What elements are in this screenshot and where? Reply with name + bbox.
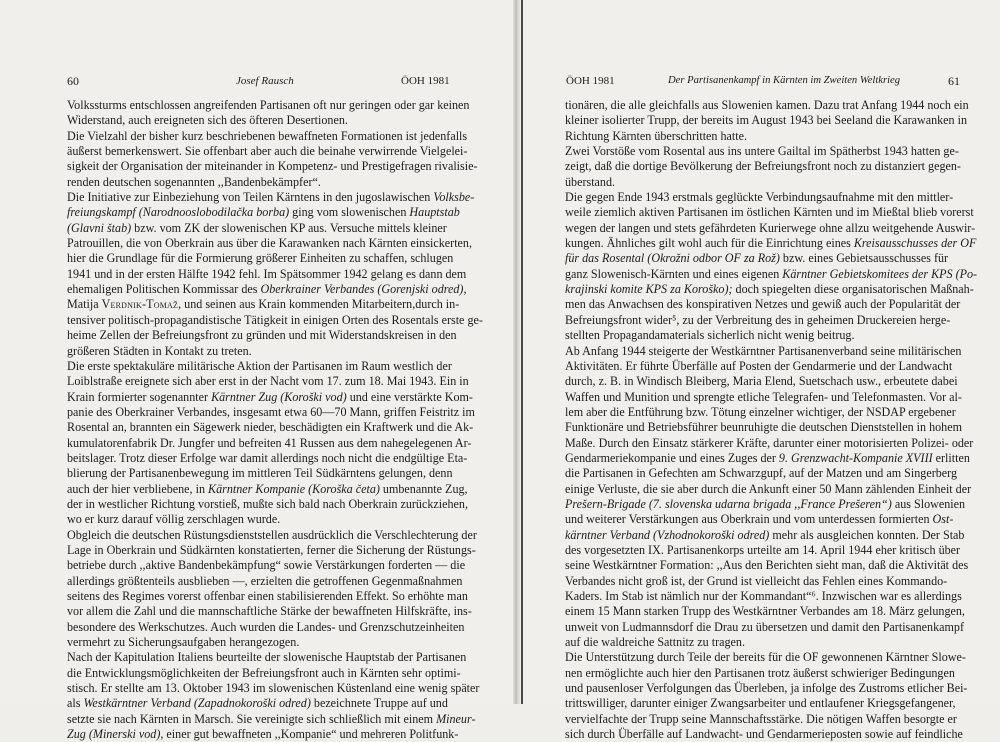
text-line <box>565 482 977 497</box>
text-line <box>565 297 977 312</box>
text-line <box>565 205 977 220</box>
text-line <box>67 113 488 128</box>
text-run: men das Anwachsen des konspirativen Netzes und gewiß auch der Popularität der <box>565 297 961 312</box>
text-line <box>67 98 488 113</box>
text-run: sigkeit der Organisation der miteinander in Kompetenz- und Prestigefragen rivalisie- <box>67 159 478 174</box>
text-line <box>67 727 488 742</box>
text-run: doch spiegelten diese organisatorischen Maßnah- <box>732 282 974 297</box>
text-line <box>67 436 488 451</box>
text-line <box>565 267 977 282</box>
text-line <box>565 359 977 374</box>
text-line <box>67 297 488 312</box>
text-run: vervielfachte der Trupp seine Mannschaftsstärke. Die nötigen Waffen besorgte er <box>565 711 957 726</box>
text-run: 1941 und in der ersten Hälfte 1942 fehl. Im Spätsommer 1942 gelang es dann dem <box>67 266 467 281</box>
right-page <box>520 0 1000 742</box>
text-run: kleiner isolierter Trupp, der bereits im August 1943 bei Seeland die Karawanken in <box>565 113 968 128</box>
text-run: erlitten <box>932 450 970 465</box>
text-run: Rosental an, brannten ein Sägewerk nieder, beschädigten ein Kraftwerk und die Ak- <box>67 420 474 435</box>
text-run: die Entwicklungsmöglichkeiten der Befreiungsfront auch in Kärnten sehr optimi- <box>67 665 461 680</box>
text-run: bzw. eines Gebietsausschusses für <box>779 251 949 266</box>
italic-text: kärntner Verband (Vzhodnokoroški odred) <box>565 527 770 542</box>
text-run: Krain formierter sogenannter <box>67 389 212 404</box>
italic-text: Oberkrainer Verbandes (Gorenjski odred), <box>260 282 467 297</box>
running-journal: ÖOH 1981 <box>401 75 450 87</box>
text-run: seine Westkärntner Formation: ,,Aus den Berichten sieht man, daß die Aktivität des <box>565 558 969 573</box>
text-line <box>565 528 977 543</box>
text-line <box>67 313 488 328</box>
text-line <box>67 604 488 619</box>
text-run: Gendarmeriekompanie und eines Zuges der <box>565 450 779 465</box>
text-run: Richtung Kärnten überschritten hatte. <box>565 128 748 143</box>
italic-text: für das Rosental (Okrožni odbor OF za Rož) <box>565 251 780 266</box>
text-run: heime Zellen der Befreiungsfront zu gründen und mit Widerstandskreisen in den <box>67 328 457 343</box>
text-run: Waffen und Munition und sprengte etliche Telegrafen- und Telefonmasten. Vor al- <box>565 389 962 404</box>
text-run: auf die waldreiche Sattnitz zu tragen. <box>565 635 745 650</box>
italic-text: 9. Grenzwacht-Kompanie XVIII <box>778 450 933 465</box>
text-run: beitslager. Trotz dieser Erfolge war damit allerdings noch nicht die endgültige Eta- <box>67 450 468 465</box>
text-run: Obgleich die deutschen Rüstungsdienststellen ausdrücklich die Verschlechterung der <box>67 527 477 542</box>
text-line <box>67 696 488 711</box>
text-line <box>565 712 977 727</box>
text-run: die Partisanen in Gefechten am Schwarzgupf, auf der Matzen und am Singerberg <box>565 466 958 481</box>
text-run: und eine verstärkte Kom- <box>346 389 473 404</box>
text-line <box>67 666 488 681</box>
text-line <box>565 390 977 405</box>
text-line <box>565 543 977 558</box>
text-run: seitens des Regimes vorerst offenbar einen stabilisierenden Effekt. So erhöhte man <box>67 589 468 603</box>
text-line <box>67 236 488 251</box>
text-line <box>565 589 977 604</box>
text-line <box>565 190 977 205</box>
italic-text: (Glavni štab) <box>67 220 132 235</box>
text-line <box>67 129 488 144</box>
book-gutter <box>513 0 520 704</box>
text-line <box>565 144 977 159</box>
text-run: weile ziemlich aktiven Partisanen im östlichen Kärnten und im Mießtal blieb vorerst <box>565 205 974 220</box>
text-run: auch der hier verbliebene, in <box>67 481 209 496</box>
text-run: vor allem die Zahl und die mannschaftliche Stärke der bewaffneten Hilfskräfte, ins- <box>67 604 472 619</box>
right-page-body <box>565 98 977 742</box>
text-run: Die Vielzahl der bisher kurz beschriebenen bewaffneten Formationen ist jedenfalls <box>67 128 468 143</box>
text-line <box>67 451 488 466</box>
text-line <box>565 221 977 236</box>
text-run: Die gegen Ende 1943 erstmals geglückte Verbindungsaufnahme mit den mittler- <box>565 190 954 205</box>
text-run: besondere des Werkschutzes. Auch wurden die Landes- und Grenzschutzeinheiten <box>67 619 465 634</box>
text-line <box>67 420 488 435</box>
text-run: hier die Grundlage für die Formierung größerer Einheiten zu schaffen, schlugen <box>67 251 454 266</box>
text-run: unweit von Ludmannsdorf die Drau zu übersetzen und damit den Partisanenkampf <box>565 619 964 634</box>
text-run: wegen der langen und stets gefährdeten Kurierwege ohne allzu weitgehende Auswir- <box>565 220 976 235</box>
text-line <box>67 344 488 359</box>
text-run: als <box>67 696 84 711</box>
italic-text: Volksbe- <box>433 190 475 205</box>
italic-text: Prešern-Brigade (7. slovenska udarna brigada ,,France Prešeren“) <box>565 496 892 511</box>
text-run: Widerstand, auch ereigneten sich des öfteren Desertionen. <box>67 113 348 128</box>
text-run: einem 15 Mann starken Trupp des Westkärntner Verbandes am 18. März gelungen, <box>565 604 965 619</box>
text-run: Kaders. Im Stab ist nämlich nur der Kommandant“⁶. Inzwischen war es allerdings <box>565 589 962 603</box>
text-run: Lage in Oberkrain und Südkärnten konstatierten, ferner die Sicherung der Rüstungs- <box>67 542 476 557</box>
text-run: und weiterer Verstärkungen aus Oberkrain und vom unterdessen formierten <box>565 512 933 527</box>
text-run: betriebe durch ,,aktive Bandenbekämpfung“ sowie Verstärkungen forderten — die <box>67 558 466 573</box>
italic-text: Ost- <box>932 512 954 527</box>
text-run: allerdings größtenteils ausblieben —, erzielten die getroffenen Gegenmaßnahmen <box>67 573 463 588</box>
text-run: wo er kurz darauf völlig zerschlagen wurde. <box>67 512 281 527</box>
italic-text: Hauptstab <box>409 205 460 220</box>
text-run: Maße. Durch den Einsatz stärkerer Kräfte, darunter einer motorisierten Polizei- oder <box>565 435 974 450</box>
text-line <box>67 251 488 266</box>
text-line <box>67 497 488 512</box>
text-line <box>67 190 488 205</box>
text-line <box>67 712 488 727</box>
text-line <box>67 159 488 174</box>
text-line <box>67 574 488 589</box>
text-line <box>565 436 977 451</box>
text-run: Volkssturms entschlossen angreifenden Partisanen oft nur geringen oder gar keinen <box>67 98 470 112</box>
text-line <box>67 328 488 343</box>
page-number: 61 <box>948 74 960 88</box>
text-line <box>67 512 488 527</box>
text-line <box>565 313 977 328</box>
text-line <box>67 528 488 543</box>
text-line <box>67 589 488 604</box>
text-line <box>67 635 488 650</box>
text-line <box>565 344 977 359</box>
text-run: setzte sie nach Kärnten in Marsch. Sie vereinigte sich schließlich mit einem <box>67 711 437 726</box>
text-run: bzw. vom ZK der slowenischen KP aus. Versuche mittels kleiner <box>131 220 447 235</box>
text-run: tensiver politisch-propagandistische Tätigkeit in einigen Orten des Rosentals erste ge- <box>67 312 483 327</box>
text-run: und pausenloser Verfolgungen das Überleben, ja infolge des Zustroms etlicher Bei- <box>565 681 968 696</box>
text-line <box>565 405 977 420</box>
text-line <box>67 558 488 573</box>
text-line <box>565 374 977 389</box>
italic-text: Kärntner Kompanie (Koroška četa) <box>208 481 380 496</box>
text-run: äußerst bemerkenswert. Sie offenbart aber auch die beinahe verwirrende Vielgelei- <box>67 144 468 159</box>
text-line <box>67 650 488 665</box>
text-line <box>565 159 977 174</box>
text-run: stellten Propagandamaterials sicherlich nicht wenig beitrug. <box>565 328 855 343</box>
text-line <box>565 282 977 297</box>
text-line <box>565 635 977 650</box>
text-run: der in westlicher Richtung vorstieß, mußte sich bald nach Oberkrain zurückziehen, <box>67 496 468 511</box>
text-line <box>67 359 488 374</box>
text-run: , einer gut bewaffneten ,,Kompanie“ und mehreren Politfunk- <box>160 727 459 742</box>
text-line <box>565 175 977 190</box>
text-run: stisch. Er stellte am 13. Oktober 1943 im slowenischen Küstenland eine wenig später <box>67 681 480 696</box>
text-line <box>565 558 977 573</box>
text-line <box>67 681 488 696</box>
text-line <box>67 175 488 190</box>
text-run: , und seinen aus Krain kommenden Mitarbeitern,durch in- <box>178 297 460 312</box>
text-run: nen ermöglichte auch hier den Partisanen trotz äußerst schwieriger Bedingungen <box>565 665 955 680</box>
text-run: aus Slowenien <box>891 496 966 511</box>
text-line <box>565 681 977 696</box>
text-run: ging vom slowenischen <box>289 205 410 220</box>
text-line <box>565 650 977 665</box>
text-run: ehemaligen Politischen Kommissar des <box>67 282 261 297</box>
text-run: tionären, die alle gleichfalls aus Slowenien kamen. Dazu trat Anfang 1944 noch ein <box>565 98 969 112</box>
italic-text: Kärntner Gebietskomitees der KPS (Po- <box>782 266 978 281</box>
text-run: panie des Oberkrainer Verbandes, insgesamt etwa 60—70 Mann, griffen Feistritz im <box>67 404 475 419</box>
text-line <box>565 512 977 527</box>
left-page-body <box>67 98 488 742</box>
text-line <box>67 282 488 297</box>
text-line <box>67 390 488 405</box>
running-author: Josef Rausch <box>236 75 294 87</box>
running-title: Der Partisanenkampf in Kärnten im Zweiten Weltkrieg <box>668 75 901 86</box>
text-line <box>565 451 977 466</box>
text-run: bezeichnete Truppe auf und <box>310 696 448 711</box>
text-line <box>565 497 977 512</box>
text-run: zeigt, daß die dortige Bevölkerung der Befreiungsfront noch zu distanziert gegen- <box>565 159 961 174</box>
text-run: Patrouillen, die von Oberkrain aus über die Karawanken nach Kärnten einsickerten, <box>67 236 472 251</box>
text-run: Die Initiative zur Einbeziehung von Teilen Kärntens in den jugoslawischen <box>67 190 434 205</box>
text-run: des vorgesetzten IX. Partisanenkorps urteilte am 14. April 1944 eher kritisch über <box>565 542 961 557</box>
page-number: 60 <box>67 74 79 88</box>
text-line <box>565 466 977 481</box>
text-line <box>67 221 488 236</box>
text-line <box>565 98 977 113</box>
text-run: mehr als ausgleichen konnten. Der Stab <box>769 527 965 542</box>
text-line <box>67 482 488 497</box>
text-run: einige Verluste, die sie aber durch die Ankunft einer 50 Mann zählenden Einheit der <box>565 481 972 496</box>
text-run: durch, z. B. in Windisch Bleiberg, Maria Elend, Suetschach usw., erbeutete dabei <box>565 374 958 389</box>
text-run: renden deutschen sogenannten ,,Bandenbekämpfer“. <box>67 174 321 189</box>
text-line <box>565 620 977 635</box>
text-line <box>565 420 977 435</box>
small-caps-name: Verdnik-Tomaž <box>101 297 179 312</box>
text-run: Die erste spektakuläre militärische Aktion der Partisanen im Raum westlich der <box>67 358 452 373</box>
text-run: Befreiungsfront wider⁵, zu der Verbreitung des in geheimen Druckereien herge- <box>565 312 951 327</box>
text-line <box>67 466 488 481</box>
text-line <box>565 666 977 681</box>
text-run: Funktionäre und Betriebsführer beunruhigte die deutschen Dienststellen in hohem <box>565 420 962 435</box>
italic-text: Zug (Minerski vod) <box>67 727 161 742</box>
text-line <box>565 251 977 266</box>
text-line <box>67 620 488 635</box>
text-line <box>67 205 488 220</box>
text-line <box>67 374 488 389</box>
text-line <box>565 574 977 589</box>
text-line <box>565 727 977 742</box>
text-run: Nach der Kapitulation Italiens beurteilte der slowenische Hauptstab der Partisanen <box>67 650 467 665</box>
text-run: überstand. <box>565 174 616 189</box>
text-run: trittswilliger, darunter einiger Zwangsarbeiter und entlaufener Kriegsgefangener, <box>565 696 956 711</box>
italic-text: Mineur- <box>436 711 476 726</box>
text-run: ganz Slowenisch-Kärnten und eines eigenen <box>565 266 783 281</box>
text-run: Die Unterstützung durch Teile der bereits für die OF gewonnenen Kärntner Slowe- <box>565 650 966 665</box>
text-run: blierung der Partisanenbewegung im mittleren Teil Südkärntens gelungen, denn <box>67 466 453 481</box>
running-journal: ÖOH 1981 <box>566 75 615 87</box>
text-run: lem aber die Entführung bzw. Tötung einzelner wichtiger, der NSDAP ergebener <box>565 404 956 419</box>
text-line <box>565 113 977 128</box>
italic-text: Westkärntner Verband (Zapadnokoroški odred) <box>83 696 311 711</box>
text-run: Ab Anfang 1944 steigerte der Westkärntner Partisanenverband seine militärischen <box>565 343 962 358</box>
italic-text: freiungskampf (Narodnooslobodilačka borba) <box>67 205 290 220</box>
text-run: Verbandes nicht groß ist, der Grund ist vielleicht das Fehlen eines Kommando- <box>565 573 948 588</box>
italic-text: Kreisausschusses der OF <box>853 236 977 251</box>
text-run: Loiblstraße ereignete sich aber erst in der Nacht vom 17. zum 18. Mai 1943. Ein in <box>67 374 469 389</box>
text-line <box>67 405 488 420</box>
text-run: kumulatorenfabrik Dr. Jungfer und befreiten 41 Russen aus dem nahegelegenen Ar- <box>67 435 472 450</box>
italic-text: Kärntner Zug (Koroški vod) <box>211 389 347 404</box>
text-line <box>67 144 488 159</box>
text-line <box>565 236 977 251</box>
text-line <box>565 696 977 711</box>
text-run: Matija <box>67 297 102 312</box>
text-run: größeren Städten in Kontakt zu treten. <box>67 343 252 358</box>
text-run: Aktivitäten. Er führte Überfälle auf Posten der Gendarmerie und der Landwacht <box>565 358 953 373</box>
text-run: umbenannte Zug, <box>379 481 468 496</box>
italic-text: krajinski komite KPS za Koroško); <box>565 282 733 297</box>
text-line <box>565 604 977 619</box>
text-run: vermehrt zu Sicherungsaufgaben herangezogen. <box>67 635 300 650</box>
text-line <box>67 267 488 282</box>
text-run: sich durch Überfälle auf Landwacht- und Gendarmerieposten sowie auf feindliche <box>565 727 963 742</box>
text-run: Zwei Vorstöße vom Rosental aus ins untere Gailtal im Spätherbst 1943 hatten ge- <box>565 144 959 159</box>
text-line <box>565 328 977 343</box>
text-line <box>67 543 488 558</box>
text-run: kungen. Ähnliches gilt wohl auch für die Einrichtung eines <box>565 236 854 251</box>
text-line <box>565 129 977 144</box>
